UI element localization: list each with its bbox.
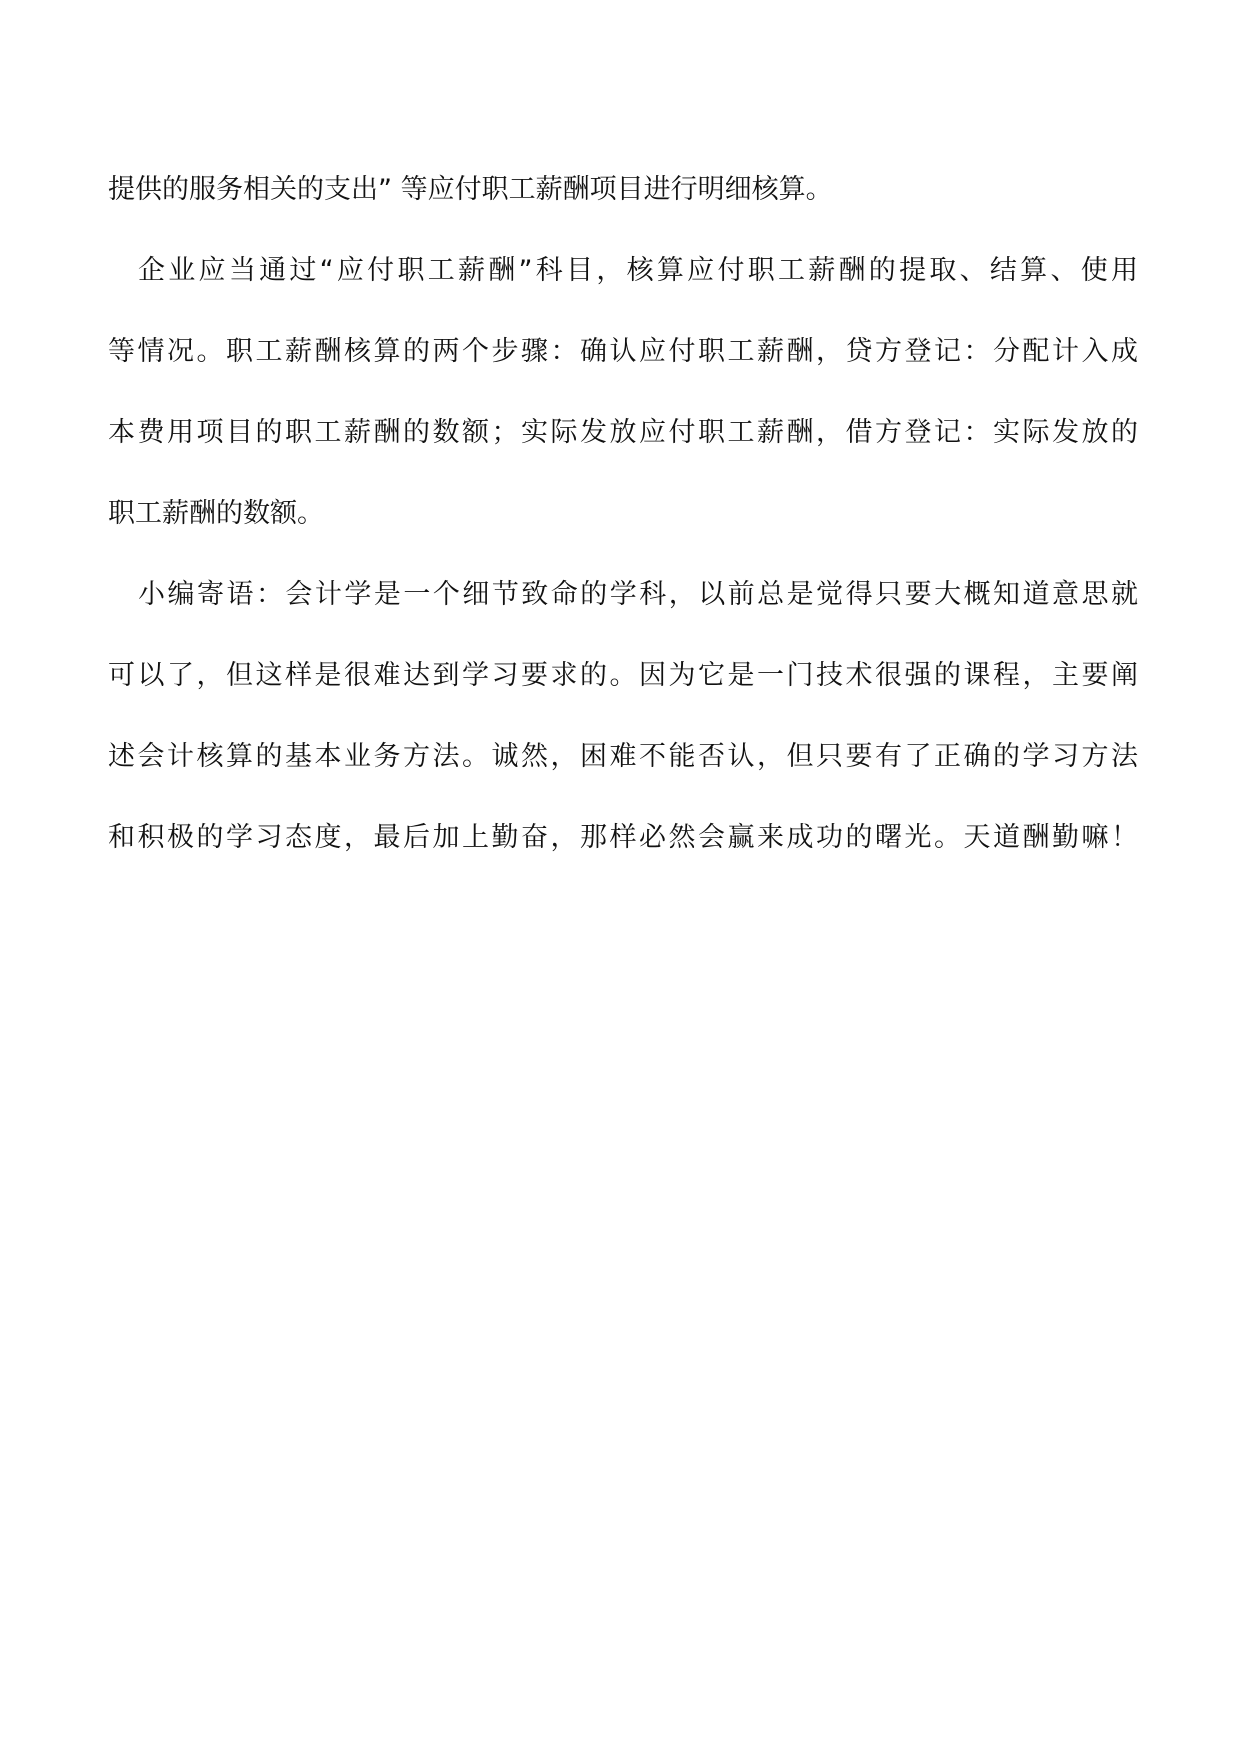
paragraph-editor-note [108, 568, 1138, 892]
text-line: 企业应当通过“应付职工薪酬”科目，核算应付职工薪酬的提取、结算、使用 [138, 255, 1138, 286]
text-line: 述会计核算的基本业务方法。诚然，困难不能否认，但只要有了正确的学习方法 [108, 741, 1138, 772]
text-line: 提供的服务相关的支出” 等应付职工薪酬项目进行明细核算。 [108, 174, 833, 205]
text-line: 等情况。职工薪酬核算的两个步骤：确认应付职工薪酬，贷方登记：分配计入成 [108, 336, 1138, 367]
text-line: 职工薪酬的数额。 [108, 498, 324, 529]
text-line: 本费用项目的职工薪酬的数额；实际发放应付职工薪酬，借方登记：实际发放的 [108, 417, 1138, 448]
paragraph-salary-items [108, 163, 1138, 244]
paragraph-salary-accounting [108, 244, 1138, 568]
text-line: 小编寄语：会计学是一个细节致命的学科，以前总是觉得只要大概知道意思就 [138, 579, 1138, 610]
text-line: 可以了，但这样是很难达到学习要求的。因为它是一门技术很强的课程，主要阐 [108, 660, 1138, 691]
text-line: 和积极的学习态度，最后加上勤奋，那样必然会赢来成功的曙光。天道酬勤嘛！ [108, 822, 1138, 853]
document-body [108, 163, 1138, 892]
